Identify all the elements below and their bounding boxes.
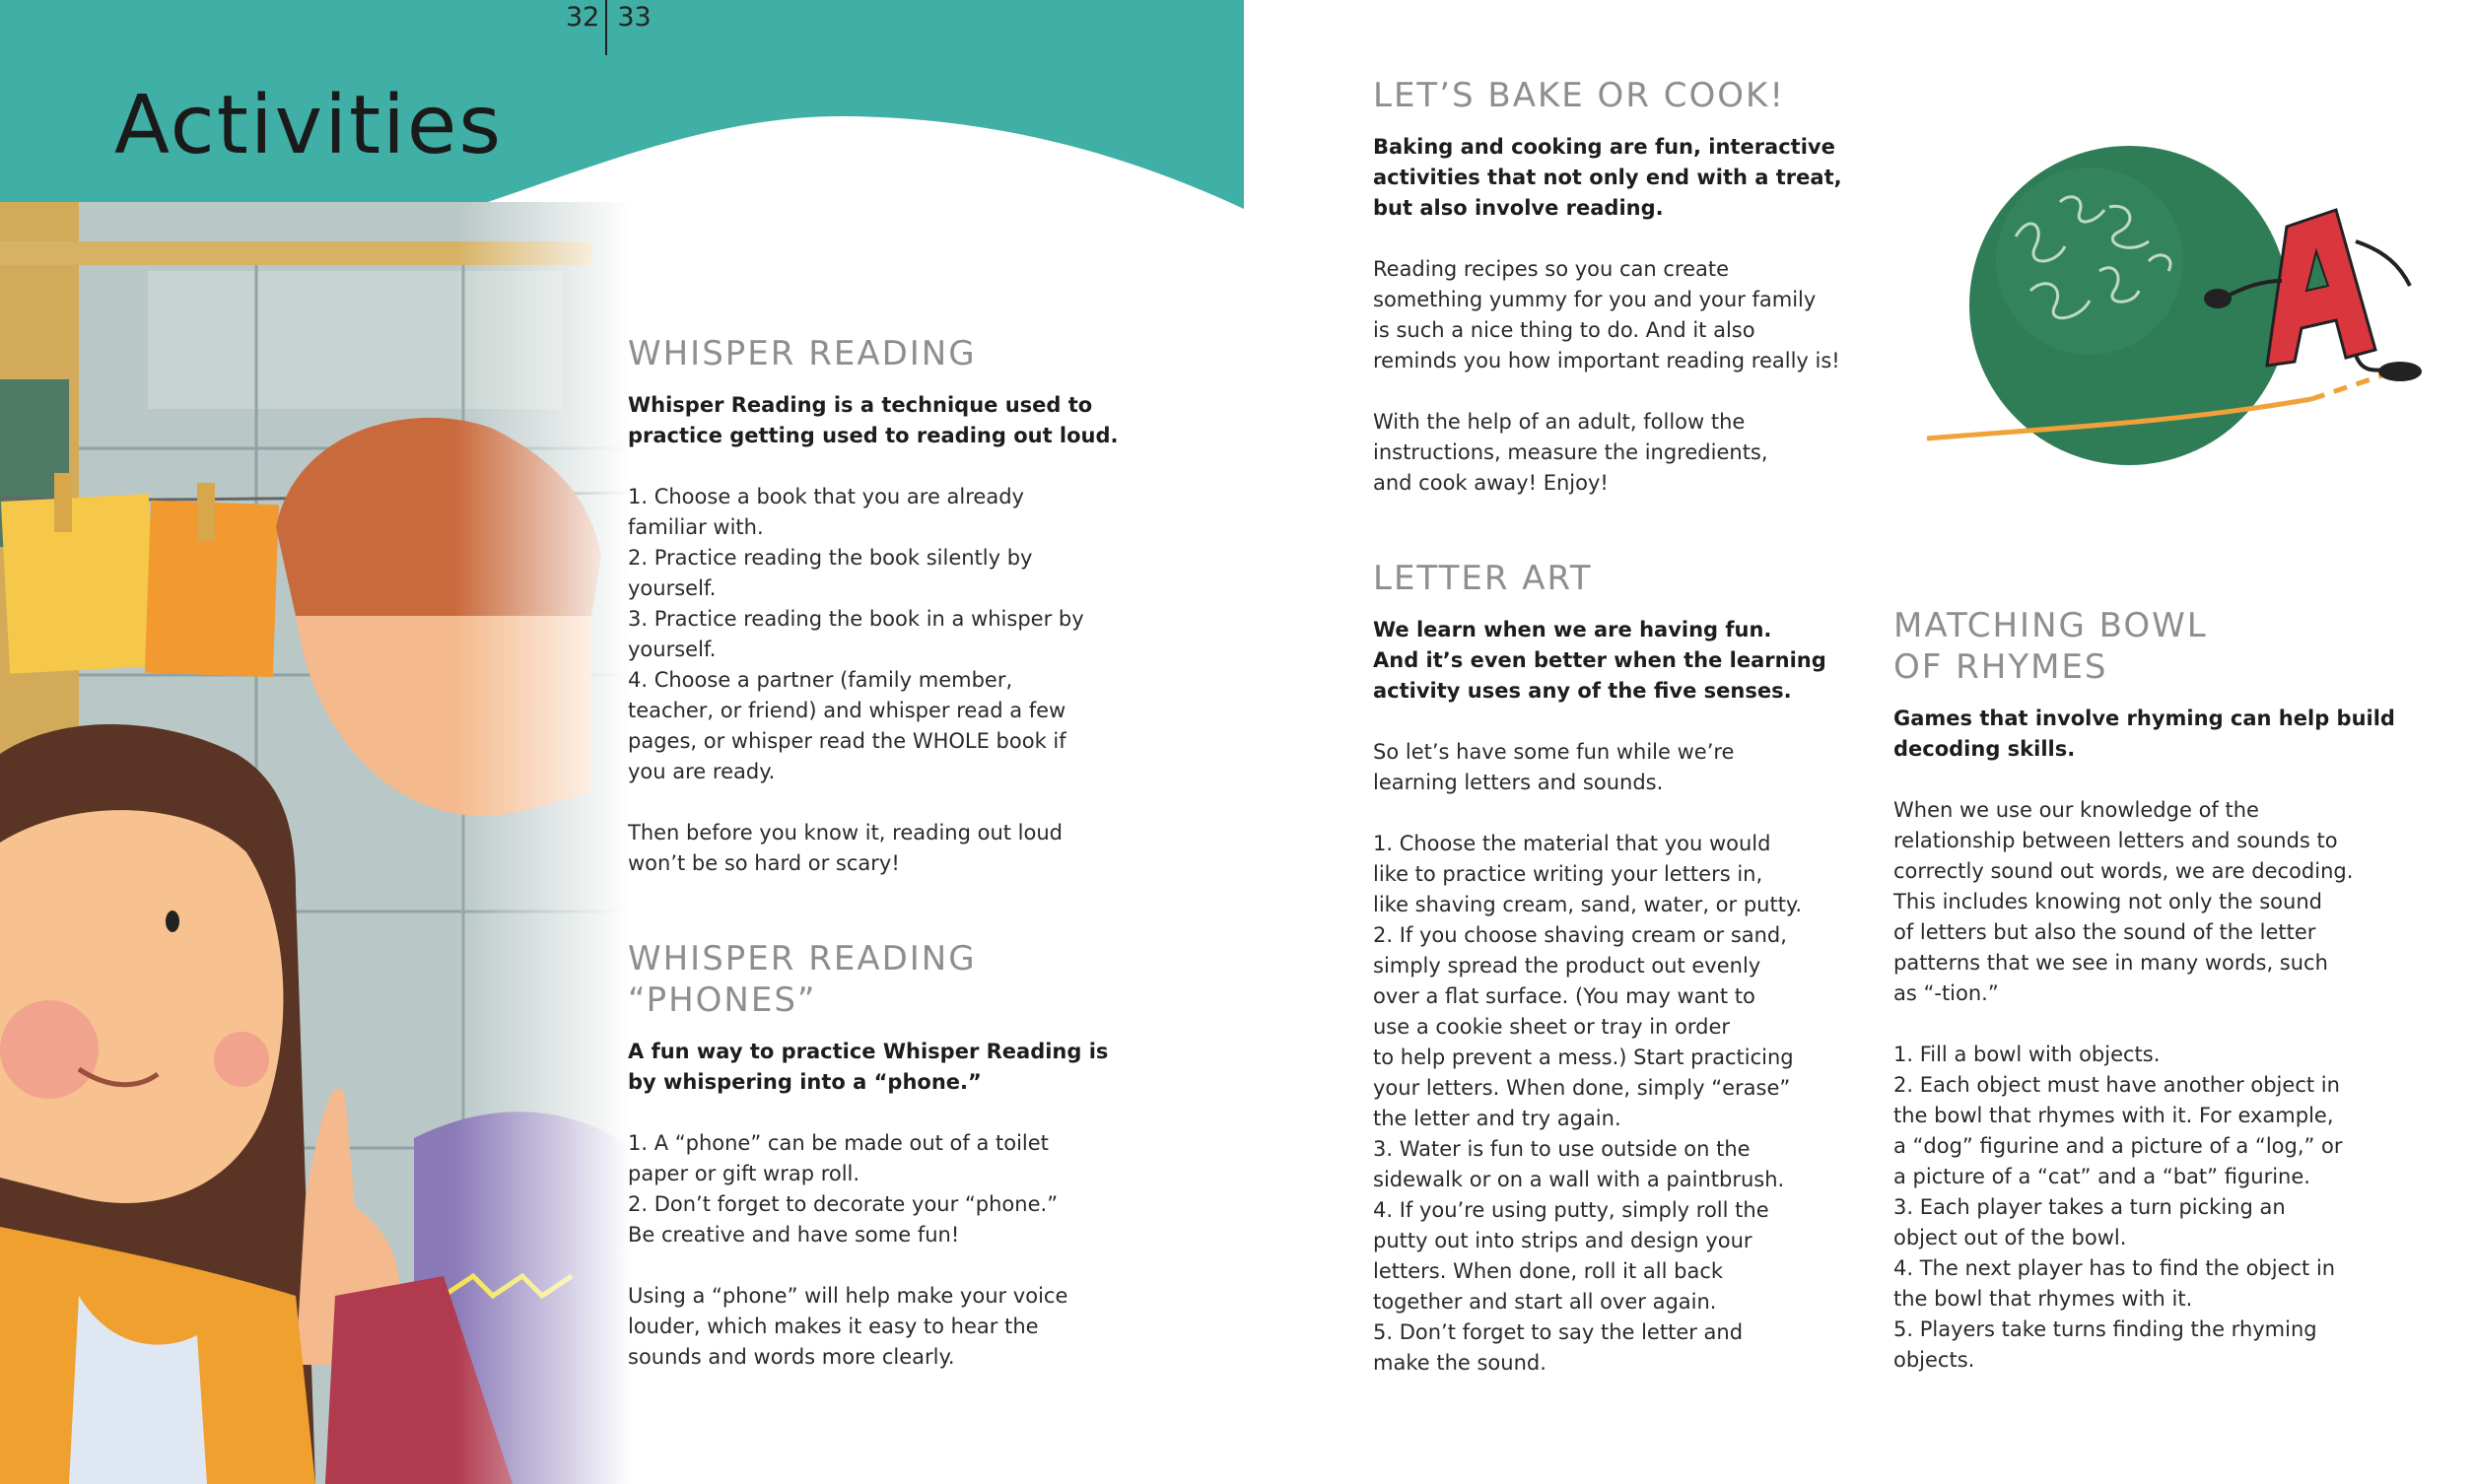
whisper-reading-heading: WHISPER READING <box>628 334 977 373</box>
lead-line: activity uses any of the five senses. <box>1373 679 1792 703</box>
step-line: 1. Choose the material that you would <box>1373 832 1771 855</box>
step-line: yourself. <box>628 576 717 600</box>
step-line: the bowl that rhymes with it. For example, <box>1893 1104 2334 1127</box>
step-line: 2. Practice reading the book silently by <box>628 546 1033 570</box>
page-number-right: 33 <box>617 2 652 33</box>
closing-line: Then before you know it, reading out loud <box>628 821 1063 844</box>
step-line: 2. If you choose shaving cream or sand, <box>1373 923 1787 947</box>
step-line: yourself. <box>628 638 717 661</box>
step-line: 4. Choose a partner (family member, <box>628 668 1013 692</box>
body-line: patterns that we see in many words, such <box>1893 951 2328 975</box>
letter-art-section <box>1373 558 1886 1379</box>
lead-line: Baking and cooking are fun, interactive <box>1373 135 1835 159</box>
letter-art-body <box>1373 737 1886 1379</box>
rhymes-body <box>1893 795 2406 1376</box>
step-line: objects. <box>1893 1348 1975 1372</box>
body-line: is such a nice thing to do. And it also <box>1373 318 1755 342</box>
whisper-phones-steps <box>628 1128 1140 1373</box>
bake-cook-body <box>1373 254 1886 499</box>
lead-line: practice getting used to reading out loud. <box>628 424 1119 447</box>
step-line: make the sound. <box>1373 1351 1546 1375</box>
heading-line: OF RHYMES <box>1893 647 2108 687</box>
heading-line: WHISPER READING <box>628 939 977 978</box>
step-line: 2. Don’t forget to decorate your “phone.” <box>628 1192 1059 1216</box>
lead-line: We learn when we are having fun. <box>1373 618 1772 641</box>
rhymes-heading <box>1893 605 2406 688</box>
step-line: a picture of a “cat” and a “bat” figurine. <box>1893 1165 2310 1188</box>
closing-line: won’t be so hard or scary! <box>628 851 900 875</box>
step-line: familiar with. <box>628 515 764 539</box>
body-line: as “-tion.” <box>1893 981 1999 1005</box>
lead-line: Whisper Reading is a technique used to <box>628 393 1093 417</box>
step-line: 3. Each player takes a turn picking an <box>1893 1195 2286 1219</box>
step-line: like shaving cream, sand, water, or putty. <box>1373 893 1803 916</box>
bake-cook-lead <box>1373 132 1886 224</box>
step-line: your letters. When done, simply “erase” <box>1373 1076 1791 1100</box>
step-line: you are ready. <box>628 760 776 783</box>
green-ball-letter-a-illustration <box>1922 143 2435 483</box>
whisper-reading-lead <box>628 390 1140 451</box>
body-line: So let’s have some fun while we’re <box>1373 740 1735 764</box>
body-line: something yummy for you and your family <box>1373 288 1817 311</box>
step-line: pages, or whisper read the WHOLE book if <box>628 729 1066 753</box>
closing-line: louder, which makes it easy to hear the <box>628 1315 1039 1338</box>
step-line: 4. If you’re using putty, simply roll the <box>1373 1198 1769 1222</box>
body-line: relationship between letters and sounds to <box>1893 829 2338 852</box>
children-illustration <box>0 202 631 1484</box>
whisper-phones-section <box>628 938 1140 1373</box>
body-line: instructions, measure the ingredients, <box>1373 440 1768 464</box>
rhymes-section <box>1893 605 2406 1376</box>
step-line: Be creative and have some fun! <box>628 1223 960 1247</box>
bake-cook-heading: LET’S BAKE OR COOK! <box>1373 76 1785 115</box>
step-line: 1. Choose a book that you are already <box>628 485 1024 508</box>
page-numbers <box>560 0 657 55</box>
step-line: 1. Fill a bowl with objects. <box>1893 1043 2161 1066</box>
lead-line: And it’s even better when the learning <box>1373 648 1826 672</box>
lead-line: A fun way to practice Whisper Reading is <box>628 1040 1109 1063</box>
body-line: When we use our knowledge of the <box>1893 798 2259 822</box>
letter-art-heading: LETTER ART <box>1373 559 1593 598</box>
lead-line: by whispering into a “phone.” <box>628 1070 982 1094</box>
step-line: teacher, or friend) and whisper read a few <box>628 699 1066 722</box>
closing-line: Using a “phone” will help make your voice <box>628 1284 1068 1308</box>
body-line: With the help of an adult, follow the <box>1373 410 1746 434</box>
letter-art-lead <box>1373 615 1886 707</box>
step-line: to help prevent a mess.) Start practicing <box>1373 1046 1794 1069</box>
whisper-phones-heading <box>628 938 1140 1021</box>
closing-line: sounds and words more clearly. <box>628 1345 955 1369</box>
body-line: learning letters and sounds. <box>1373 771 1664 794</box>
step-line: 5. Players take turns finding the rhyming <box>1893 1317 2317 1341</box>
lead-line: but also involve reading. <box>1373 196 1664 220</box>
whisper-phones-lead <box>628 1037 1140 1098</box>
step-line: 1. A “phone” can be made out of a toilet <box>628 1131 1049 1155</box>
whisper-reading-section <box>628 333 1140 879</box>
step-line: simply spread the product out evenly <box>1373 954 1761 978</box>
lead-line: decoding skills. <box>1893 737 2076 761</box>
body-line: Reading recipes so you can create <box>1373 257 1730 281</box>
step-line: like to practice writing your letters in, <box>1373 862 1763 886</box>
body-line: reminds you how important reading really is! <box>1373 349 1840 372</box>
step-line: object out of the bowl. <box>1893 1226 2127 1249</box>
page-number-left: 32 <box>566 2 600 33</box>
step-line: use a cookie sheet or tray in order <box>1373 1015 1731 1039</box>
lead-line: Games that involve rhyming can help build <box>1893 707 2395 730</box>
step-line: 4. The next player has to find the object in <box>1893 1256 2336 1280</box>
step-line: a “dog” figurine and a picture of a “log,” or <box>1893 1134 2343 1158</box>
step-line: together and start all over again. <box>1373 1290 1717 1314</box>
body-line: correctly sound out words, we are decoding. <box>1893 859 2354 883</box>
step-line: the letter and try again. <box>1373 1107 1621 1130</box>
step-line: 3. Water is fun to use outside on the <box>1373 1137 1751 1161</box>
step-line: 3. Practice reading the book in a whisper by <box>628 607 1084 631</box>
step-line: 5. Don’t forget to say the letter and <box>1373 1320 1744 1344</box>
body-line: This includes knowing not only the sound <box>1893 890 2322 913</box>
rhymes-lead <box>1893 704 2406 765</box>
step-line: putty out into strips and design your <box>1373 1229 1752 1252</box>
page-title: Activities <box>114 79 504 172</box>
body-line: and cook away! Enjoy! <box>1373 471 1609 495</box>
step-line: paper or gift wrap roll. <box>628 1162 860 1185</box>
step-line: sidewalk or on a wall with a paintbrush. <box>1373 1168 1785 1191</box>
step-line: over a flat surface. (You may want to <box>1373 984 1755 1008</box>
step-line: letters. When done, roll it all back <box>1373 1259 1724 1283</box>
whisper-reading-steps <box>628 482 1140 879</box>
heading-line: MATCHING BOWL <box>1893 606 2208 645</box>
bake-cook-section <box>1373 75 1886 499</box>
body-line: of letters but also the sound of the letter <box>1893 920 2316 944</box>
heading-line: “PHONES” <box>628 980 817 1020</box>
page-number-divider <box>605 0 607 55</box>
step-line: the bowl that rhymes with it. <box>1893 1287 2193 1311</box>
lead-line: activities that not only end with a treat, <box>1373 166 1842 189</box>
step-line: 2. Each object must have another object in <box>1893 1073 2340 1097</box>
